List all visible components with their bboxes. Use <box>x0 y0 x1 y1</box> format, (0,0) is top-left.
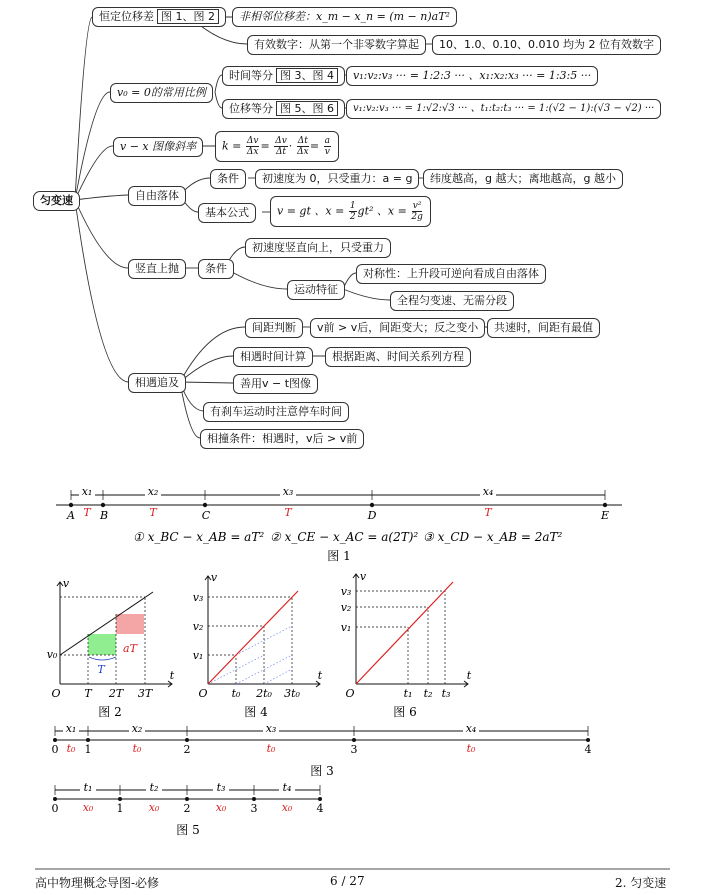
fig6-ytick-2: v₂ <box>340 601 352 614</box>
fig3-seg-1: x₁ <box>65 722 77 735</box>
fig6-ytick-1: v₁ <box>340 621 352 634</box>
vertical-cond-label: 条件 <box>198 259 234 279</box>
fig6-v-label: v <box>359 570 367 583</box>
fig5-label-4: 4 <box>316 802 324 815</box>
meet-brake: 有刹车运动时注意停车时间 <box>203 402 349 422</box>
fig5-label-0: 0 <box>51 802 59 815</box>
fig5-caption: 图 5 <box>176 823 200 837</box>
fig4-xtick-2: 2t₀ <box>256 687 272 700</box>
fig6-xtick-1: t₁ <box>403 687 413 700</box>
freefall-node: 自由落体 <box>128 186 186 206</box>
fig6-xtick-3: t₃ <box>441 687 451 700</box>
fig1-label-D: D <box>367 509 377 522</box>
fig4-ytick-2: v₂ <box>192 620 204 633</box>
const-disp-rule: 非相邻位移差：x_m − x_n = (m − n)aT² <box>232 7 457 27</box>
vertical-motion-label: 运动特征 <box>287 280 345 300</box>
disp-equal-node: 位移等分 图 5、图 6 <box>222 99 345 119</box>
fig2-origin: O <box>51 687 61 700</box>
fig2-tick-1: T <box>84 687 92 700</box>
fig5-label-3: 3 <box>250 802 258 815</box>
fig2-tick-2: 2T <box>108 687 124 700</box>
fig6-t-label: t <box>466 669 472 682</box>
time-equal-node: 时间等分 图 3、图 4 <box>222 66 345 86</box>
fig6-ytick-3: v₃ <box>340 585 352 598</box>
footer-right: 2. 匀变速 <box>615 876 667 890</box>
fig5-seg-4: t₄ <box>282 781 292 794</box>
fig1-label-E: E <box>600 509 610 522</box>
sig-fig-node: 有效数字：从第一个非零数字算起 <box>247 35 426 55</box>
fig4-origin: O <box>198 687 208 700</box>
time-equal-ratio: v₁:v₂:v₃ ··· = 1:2:3 ··· 、x₁:x₂:x₃ ··· = 1:3:5 ··· <box>346 66 598 86</box>
footer-left: 高中物理概念导图-必修 <box>35 876 160 890</box>
fig3-label-2: 2 <box>183 743 191 756</box>
fig1-seg-3: x₃ <box>282 485 294 498</box>
fig5-label-1: 1 <box>116 802 124 815</box>
fig1-eq-3: ③ x_CD − x_AB = 2aT² <box>423 530 563 544</box>
fig3-time-4: t₀ <box>466 742 476 755</box>
sig-fig-example: 10、1.0、0.10、0.010 均为 2 位有效数字 <box>432 35 661 55</box>
meet-vt: 善用v − t图像 <box>233 374 318 394</box>
fig5-disp-1: x₀ <box>82 801 94 814</box>
fig4-ytick-3: v₃ <box>192 591 204 604</box>
freefall-g-note: 纬度越高，g 越大；离地越高，g 越小 <box>423 169 623 189</box>
fig3-label-1: 1 <box>84 743 92 756</box>
fig3-seg-2: x₂ <box>131 722 143 735</box>
meet-gap: v前 > v后，间距变大；反之变小 <box>310 318 485 338</box>
fig4-ytick-1: v₁ <box>192 649 204 662</box>
fig5-seg-3: t₃ <box>216 781 226 794</box>
fig3-label-4: 4 <box>584 743 592 756</box>
fig1-time-3: T <box>284 506 292 519</box>
fig5-disp-4: x₀ <box>281 801 293 814</box>
fig3-time-2: t₀ <box>132 742 142 755</box>
freefall-cond: 初速度为 0，只受重力：a = g <box>255 169 419 189</box>
meet-time-label: 相遇时间计算 <box>233 347 313 367</box>
fig1-eq-2: ② x_CE − x_AC = a(2T)² <box>270 530 419 544</box>
fig1-seg-2: x₂ <box>147 485 159 498</box>
v0-ratio-node: v₀ = 0的常用比例 <box>110 83 213 103</box>
meet-time: 根据距离、时间关系列方程 <box>325 347 471 367</box>
meet-node: 相遇追及 <box>128 373 186 393</box>
vertical-node: 竖直上抛 <box>128 259 186 279</box>
fig2-v0-label: v₀ <box>46 648 58 661</box>
fig2-v-label: v <box>62 577 70 590</box>
meet-common: 共速时，间距有最值 <box>487 318 600 338</box>
freefall-basic: v = gt 、x = $\frac{1}{2}$ gt² 、x = $\frac{\text{v²}}{2g}$ <box>270 196 431 227</box>
fig3-seg-4: x₄ <box>465 722 477 735</box>
freefall-basic-label: 基本公式 <box>198 203 256 223</box>
fig3-time-3: t₀ <box>266 742 276 755</box>
fig2-aT-label: aT <box>123 642 137 655</box>
fig1-caption: 图 1 <box>327 549 351 563</box>
fig6-origin: O <box>345 687 355 700</box>
fig5-label-2: 2 <box>183 802 191 815</box>
fig1-label-C: C <box>201 509 211 522</box>
fig4-xtick-3: 3t₀ <box>284 687 300 700</box>
root-node: 匀变速 <box>33 191 80 211</box>
slope-node: v − x 图像斜率 <box>113 137 203 157</box>
fig2-caption: 图 2 <box>98 705 122 719</box>
vertical-whole: 全程匀变速、无需分段 <box>390 291 514 311</box>
fig3-label-0: 0 <box>51 743 59 756</box>
fig6-caption: 图 6 <box>393 705 417 719</box>
vertical-cond: 初速度竖直向上，只受重力 <box>245 238 391 258</box>
fig3-caption: 图 3 <box>310 764 334 778</box>
fig1-label-B: B <box>99 509 109 522</box>
fig5-disp-3: x₀ <box>215 801 227 814</box>
fig4-t-label: t <box>317 669 323 682</box>
meet-gap-label: 间距判断 <box>245 318 303 338</box>
fig2-tick-3: 3T <box>137 687 153 700</box>
const-disp-node: 恒定位移差 图 1、图 2 <box>92 7 226 27</box>
fig1-seg-4: x₄ <box>482 485 494 498</box>
fig4-xtick-1: t₀ <box>231 687 241 700</box>
fig1-label-A: A <box>67 509 75 522</box>
fig1-time-2: T <box>149 506 157 519</box>
footer-page: 6 / 27 <box>330 874 365 888</box>
fig3-label-3: 3 <box>350 743 358 756</box>
fig5-seg-2: t₂ <box>149 781 159 794</box>
disp-equal-ratio: v₁:v₂:v₃ ··· = 1:√2:√3 ··· 、t₁:t₂:t₃ ··· = 1:(√2 − 1):(√3 − √2) ··· <box>346 99 661 119</box>
fig6-xtick-2: t₂ <box>423 687 433 700</box>
fig2-t-label: t <box>169 669 175 682</box>
fig2-T-brace: T <box>97 663 105 676</box>
fig3-time-1: t₀ <box>66 742 76 755</box>
fig1-eq-1: ① x_BC − x_AB = aT² <box>133 530 265 544</box>
freefall-cond-label: 条件 <box>210 169 246 189</box>
fig5-seg-1: t₁ <box>83 781 93 794</box>
vertical-symmetry: 对称性：上升段可逆向看成自由落体 <box>356 264 546 284</box>
fig1-time-4: T <box>484 506 492 519</box>
slope-formula: k = $\frac{\Delta v}{\Delta x}$ = $\frac{\Delta v}{\Delta t}$ · $\frac{\Delta t}{\Delta x}$ = $\frac{a}{v}$ <box>215 131 339 162</box>
meet-collide: 相撞条件：相遇时，v后 > v前 <box>200 429 364 449</box>
fig5-disp-2: x₀ <box>148 801 160 814</box>
fig1-time-1: T <box>83 506 91 519</box>
fig4-v-label: v <box>210 571 218 584</box>
fig1-seg-1: x₁ <box>81 485 93 498</box>
fig4-caption: 图 4 <box>244 705 268 719</box>
fig3-seg-3: x₃ <box>265 722 277 735</box>
